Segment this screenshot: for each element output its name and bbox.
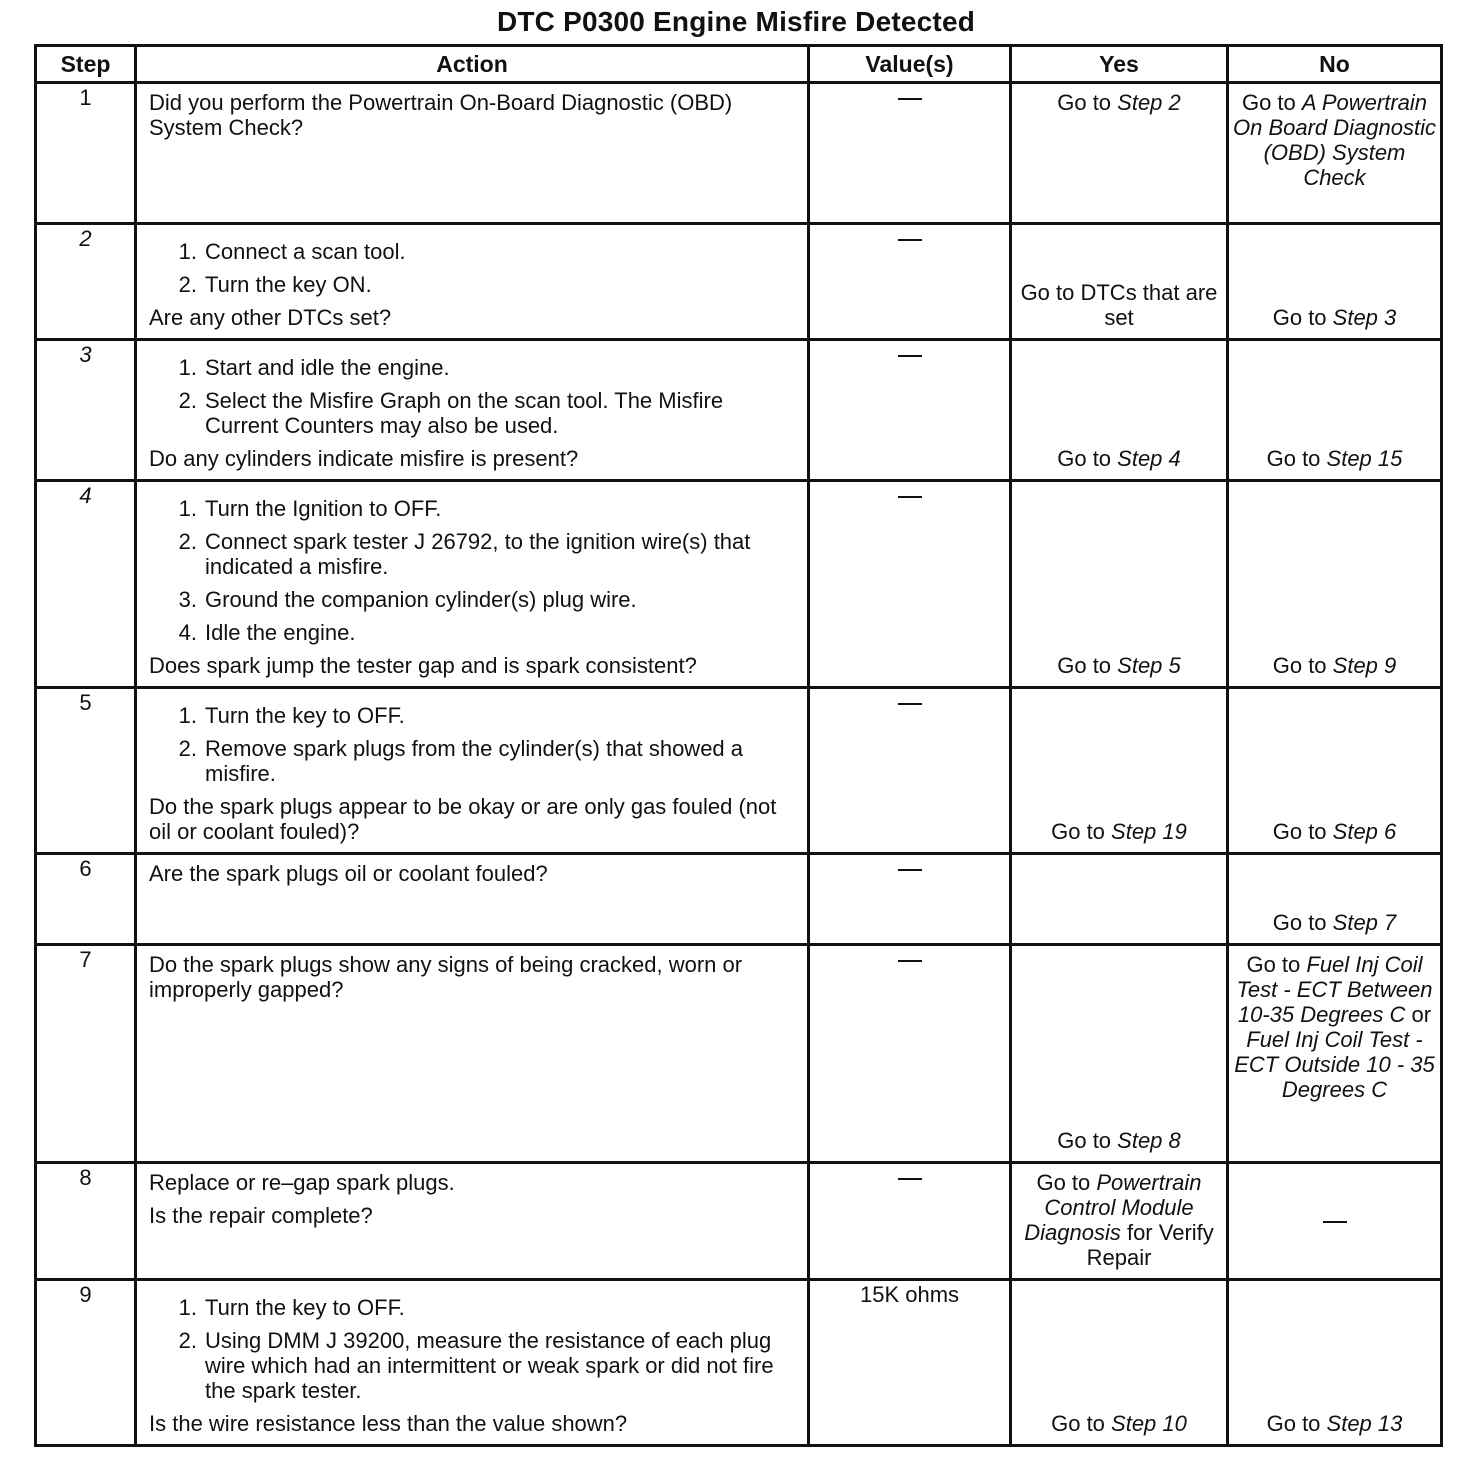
action-cell <box>136 224 809 340</box>
action-list <box>149 703 795 786</box>
table-row <box>36 854 1442 945</box>
no-cell <box>1228 1280 1442 1446</box>
no-prefix: Go to <box>1266 1411 1327 1436</box>
yes-link[interactable]: Step 10 <box>1111 1411 1187 1436</box>
list-item: 2. Remove spark plugs from the cylinder(s) that showed a misfire. <box>178 736 744 786</box>
value-cell <box>809 224 1011 340</box>
yes-link[interactable]: Powertrain Control Module Diagnosis <box>1024 1170 1202 1245</box>
dash-icon <box>898 960 922 962</box>
action-question: Did you perform the Powertrain On-Board Diagnostic (OBD) System Check? <box>149 90 733 140</box>
no-cell <box>1228 481 1442 688</box>
value-cell <box>809 688 1011 854</box>
action-question: Is the repair complete? <box>149 1203 373 1228</box>
no-prefix: Go to <box>1272 653 1333 678</box>
yes-cell <box>1011 83 1228 224</box>
step-number: 3 <box>36 340 136 481</box>
action-list <box>149 496 795 645</box>
no-link[interactable]: Step 7 <box>1332 910 1397 935</box>
dash-icon <box>898 703 922 705</box>
header-action: Action <box>136 46 809 83</box>
list-item: 2. Using DMM J 39200, measure the resistance of each plug wire which had an intermittent or weak spark or did not fire the spark tester. <box>178 1328 774 1403</box>
no-cell <box>1228 854 1442 945</box>
yes-prefix: Go to <box>1057 653 1118 678</box>
yes-cell <box>1011 340 1228 481</box>
step-number: 6 <box>36 854 136 945</box>
no-link[interactable]: Fuel Inj Coil Test - ECT Outside 10 - 35 Degrees C <box>1234 1027 1435 1102</box>
list-item: 1. Start and idle the engine. <box>178 355 450 380</box>
yes-link[interactable]: Step 4 <box>1117 446 1181 471</box>
yes-suffix: for Verify Repair <box>1086 1220 1214 1270</box>
step-number: 9 <box>36 1280 136 1446</box>
table-row <box>36 340 1442 481</box>
yes-link[interactable]: Step 19 <box>1111 819 1187 844</box>
no-cell <box>1228 340 1442 481</box>
value-cell <box>809 340 1011 481</box>
dash-icon <box>898 355 922 357</box>
no-prefix: Go to <box>1272 305 1333 330</box>
yes-prefix: Go to <box>1057 1128 1118 1153</box>
yes-cell <box>1011 688 1228 854</box>
yes-prefix: Go to <box>1051 819 1112 844</box>
no-prefix: Go to <box>1272 910 1333 935</box>
list-item: 2. Turn the key ON. <box>178 272 372 297</box>
list-item: 1. Turn the Ignition to OFF. <box>178 496 442 521</box>
no-cell <box>1228 945 1442 1163</box>
value-cell <box>809 1163 1011 1280</box>
value-cell <box>809 83 1011 224</box>
yes-prefix: Go to <box>1057 90 1118 115</box>
diagnostic-table <box>34 44 1443 1447</box>
yes-text[interactable]: Go to DTCs that are set <box>1020 280 1218 330</box>
yes-cell <box>1011 481 1228 688</box>
action-question: Are the spark plugs oil or coolant fouled? <box>149 861 548 886</box>
no-cell <box>1228 1163 1442 1280</box>
action-cell <box>136 340 809 481</box>
no-link[interactable]: Step 9 <box>1332 653 1397 678</box>
action-question: Is the wire resistance less than the value shown? <box>149 1411 628 1436</box>
yes-prefix: Go to <box>1036 1170 1097 1195</box>
dash-icon <box>898 98 922 100</box>
action-list <box>149 1295 795 1403</box>
header-value: Value(s) <box>809 46 1011 83</box>
no-prefix: Go to <box>1246 952 1307 977</box>
action-question: Do any cylinders indicate misfire is present? <box>149 446 579 471</box>
value-cell: 15K ohms <box>809 1280 1011 1446</box>
yes-link[interactable]: Step 5 <box>1117 653 1181 678</box>
list-item: 2. Select the Misfire Graph on the scan tool. The Misfire Current Counters may also be used. <box>178 388 724 438</box>
action-cell <box>136 1163 809 1280</box>
dash-icon <box>898 1178 922 1180</box>
value-cell <box>809 945 1011 1163</box>
table-row <box>36 945 1442 1163</box>
action-cell <box>136 945 809 1163</box>
yes-cell <box>1011 1280 1228 1446</box>
list-item: 3. Ground the companion cylinder(s) plug wire. <box>178 587 637 612</box>
page-title: DTC P0300 Engine Misfire Detected <box>496 6 976 37</box>
action-cell <box>136 1280 809 1446</box>
list-item: 1. Turn the key to OFF. <box>178 1295 405 1320</box>
action-cell <box>136 688 809 854</box>
no-link[interactable]: Step 6 <box>1332 819 1397 844</box>
no-conjunction: or <box>1405 1002 1432 1027</box>
action-line: Replace or re–gap spark plugs. <box>149 1170 455 1195</box>
step-number: 7 <box>36 945 136 1163</box>
step-number: 2 <box>36 224 136 340</box>
dash-icon <box>1323 1221 1347 1223</box>
header-yes: Yes <box>1011 46 1228 83</box>
no-link[interactable]: A Powertrain On Board Diagnostic (OBD) System Check <box>1233 90 1436 190</box>
no-link[interactable]: Step 3 <box>1332 305 1397 330</box>
step-number: 1 <box>36 83 136 224</box>
action-list <box>149 239 795 297</box>
no-cell <box>1228 224 1442 340</box>
yes-link[interactable]: Step 8 <box>1117 1128 1181 1153</box>
dash-icon <box>898 869 922 871</box>
header-step: Step <box>36 46 136 83</box>
table-row <box>36 688 1442 854</box>
no-prefix: Go to <box>1272 819 1333 844</box>
no-prefix: Go to <box>1266 446 1327 471</box>
step-number: 5 <box>36 688 136 854</box>
no-cell <box>1228 83 1442 224</box>
table-row <box>36 1280 1442 1446</box>
header-row <box>36 46 1442 83</box>
step-number: 8 <box>36 1163 136 1280</box>
value-cell <box>809 481 1011 688</box>
action-question: Do the spark plugs appear to be okay or are only gas fouled (not oil or coolant fouled)? <box>149 794 777 844</box>
table-row <box>36 481 1442 688</box>
no-link[interactable]: Step 15 <box>1326 446 1403 471</box>
action-cell <box>136 83 809 224</box>
no-cell <box>1228 688 1442 854</box>
table-row <box>36 83 1442 224</box>
action-question: Are any other DTCs set? <box>149 305 392 330</box>
yes-prefix: Go to <box>1051 1411 1112 1436</box>
action-list <box>149 355 795 438</box>
list-item: 1. Turn the key to OFF. <box>178 703 405 728</box>
yes-cell <box>1011 224 1228 340</box>
yes-cell <box>1011 1163 1228 1280</box>
yes-cell <box>1011 854 1228 945</box>
dash-icon <box>898 239 922 241</box>
yes-prefix: Go to <box>1057 446 1118 471</box>
no-prefix: Go to <box>1241 90 1302 115</box>
dash-icon <box>898 496 922 498</box>
table-row <box>36 1163 1442 1280</box>
action-cell <box>136 854 809 945</box>
list-item: 4. Idle the engine. <box>178 620 356 645</box>
value-cell <box>809 854 1011 945</box>
action-question: Does spark jump the tester gap and is spark consistent? <box>149 653 697 678</box>
action-question: Do the spark plugs show any signs of being cracked, worn or improperly gapped? <box>149 952 743 1002</box>
yes-cell <box>1011 945 1228 1163</box>
no-link[interactable]: Step 13 <box>1326 1411 1403 1436</box>
list-item: 2. Connect spark tester J 26792, to the ignition wire(s) that indicated a misfire. <box>178 529 751 579</box>
list-item: 1. Connect a scan tool. <box>178 239 406 264</box>
no-link[interactable]: Fuel Inj Coil Test - ECT Between 10-35 Degrees C <box>1236 952 1433 1027</box>
action-cell <box>136 481 809 688</box>
step-number: 4 <box>36 481 136 688</box>
header-no: No <box>1228 46 1442 83</box>
table-row <box>36 224 1442 340</box>
yes-link[interactable]: Step 2 <box>1117 90 1181 115</box>
